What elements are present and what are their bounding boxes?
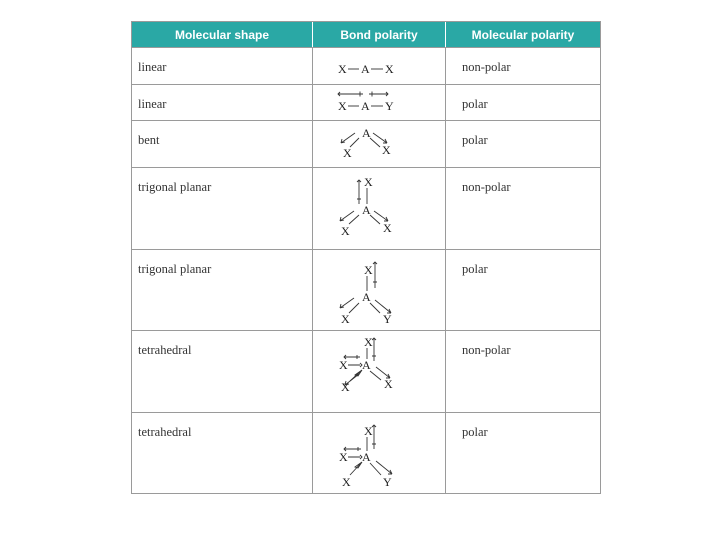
- atom-center: A: [362, 126, 371, 140]
- atom-right: X: [385, 62, 394, 76]
- molecular-polarity-cell: non-polar: [445, 331, 600, 412]
- atom-left: X: [339, 450, 348, 464]
- atom-right: X: [383, 221, 392, 235]
- atom-center: A: [361, 62, 370, 76]
- atom-lowleft: X: [342, 475, 351, 489]
- atom-top: X: [364, 335, 373, 349]
- shape-cell: linear: [138, 60, 167, 74]
- atom-left: X: [338, 99, 347, 113]
- table-row: [132, 84, 600, 120]
- molecular-polarity-cell: non-polar: [445, 168, 600, 249]
- atom-right: X: [382, 143, 391, 157]
- atom-left: X: [339, 358, 348, 372]
- header-bond-polarity: Bond polarity: [312, 22, 445, 47]
- header-molecular-shape: Molecular shape: [174, 27, 270, 42]
- atom-lowleft: X: [341, 380, 350, 394]
- bond-diagram: [312, 250, 445, 330]
- bond-diagram: [312, 85, 445, 120]
- atom-right: Y: [383, 312, 392, 326]
- molecular-polarity-cell: non-polar: [445, 48, 600, 84]
- atom-right: Y: [383, 475, 392, 489]
- bond-diagram: [312, 331, 445, 412]
- bond-diagram: [312, 168, 445, 249]
- shape-cell: linear: [138, 97, 167, 111]
- bond-diagram: [312, 48, 445, 84]
- atom-center: A: [362, 203, 371, 217]
- header-molecular-polarity: Molecular polarity: [445, 22, 600, 47]
- table-row: [132, 167, 600, 249]
- atom-top: X: [364, 263, 373, 277]
- molecular-polarity-cell: polar: [445, 413, 600, 493]
- table-row: [132, 330, 600, 412]
- shape-cell: bent: [138, 133, 160, 147]
- atom-left: X: [343, 146, 352, 160]
- molecular-polarity-cell: polar: [445, 121, 600, 167]
- molecular-polarity-cell: polar: [445, 85, 600, 120]
- atom-right: Y: [385, 99, 394, 113]
- bond-diagram: [312, 121, 445, 167]
- bond-diagram: [312, 413, 445, 493]
- atom-top: X: [364, 424, 373, 438]
- atom-left: X: [338, 62, 347, 76]
- atom-center: A: [362, 450, 371, 464]
- table-row: [132, 412, 600, 493]
- molecular-polarity-cell: polar: [445, 250, 600, 330]
- atom-left: X: [341, 312, 350, 326]
- atom-center: A: [361, 99, 370, 113]
- shape-cell: trigonal planar: [138, 180, 212, 194]
- table-header: [132, 22, 600, 47]
- shape-cell: tetrahedral: [138, 343, 192, 357]
- table-row: [132, 249, 600, 330]
- shape-cell: trigonal planar: [138, 262, 212, 276]
- atom-right: X: [384, 377, 393, 391]
- polarity-table: [131, 21, 601, 494]
- atom-center: A: [362, 358, 371, 372]
- shape-cell: tetrahedral: [138, 425, 192, 439]
- atom-left: X: [341, 224, 350, 238]
- table-row: [132, 47, 600, 84]
- atom-center: A: [362, 290, 371, 304]
- table-row: [132, 120, 600, 167]
- atom-top: X: [364, 175, 373, 189]
